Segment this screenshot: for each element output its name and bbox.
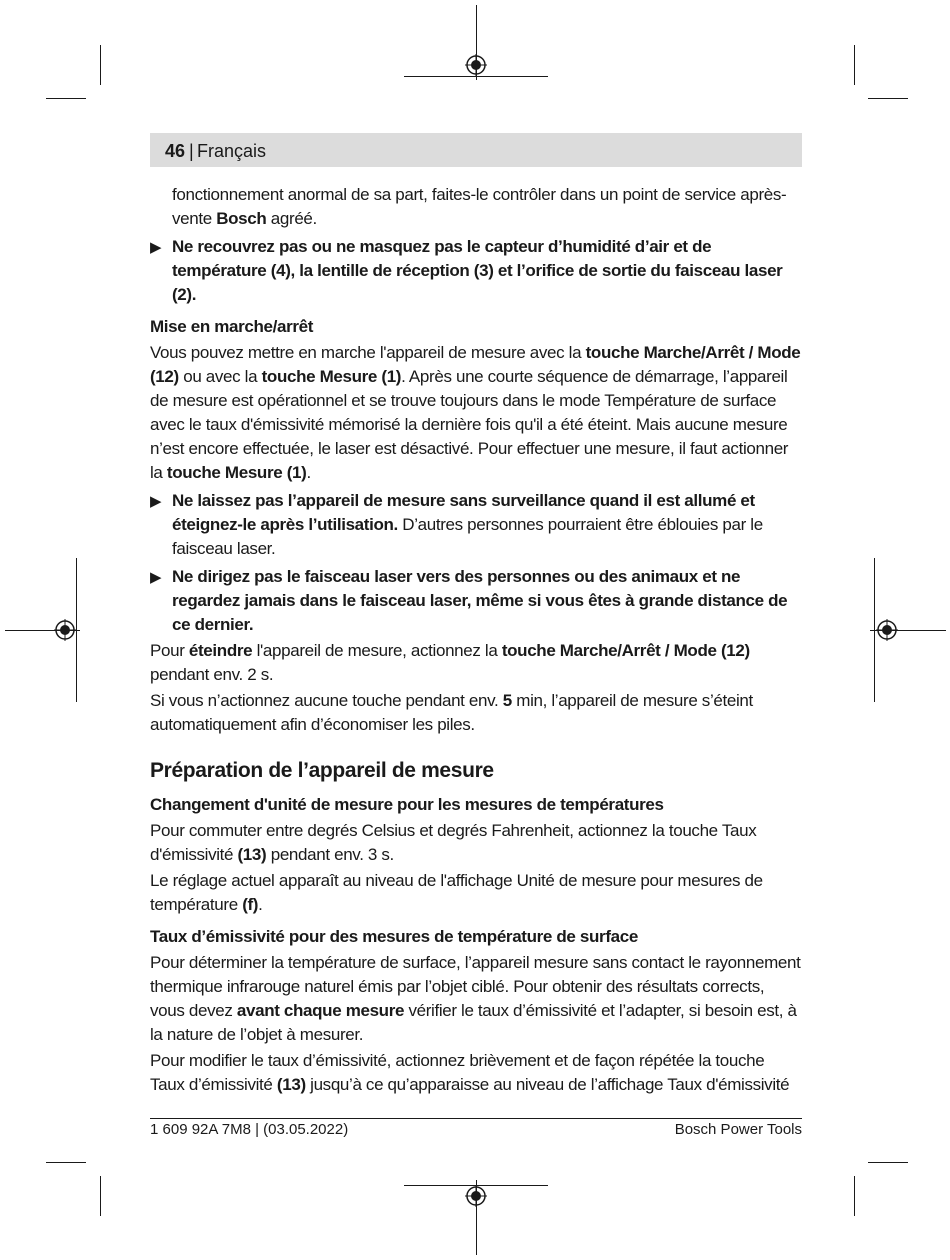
chapter-heading: Préparation de l’appareil de mesure (150, 759, 494, 782)
section-heading: Changement d'unité de mesure pour les mesures de températures (150, 795, 664, 814)
bullet-triangle-icon: ▶ (150, 493, 162, 510)
paragraph: Pour déterminer la température de surface, l’appareil mesure sans contact le rayonnement thermique infrarouge naturel émis par l’objet ciblé. Pour obtenir des résultats corrects, vous devez avant chaque mesure vérifier le taux d’émissivité et l’adapter, si besoin est, à la nature de l’objet à mesurer. (150, 953, 801, 1044)
header-language: Français (197, 141, 267, 161)
page-body (150, 183, 802, 1099)
crop-mark (46, 1162, 86, 1163)
crop-mark (100, 1176, 101, 1216)
crop-mark (868, 98, 908, 99)
crop-mark (100, 45, 101, 85)
bullet-triangle-icon: ▶ (150, 569, 162, 586)
crop-mark (854, 45, 855, 85)
paragraph: Pour modifier le taux d’émissivité, actionnez brièvement et de façon répétée la touche Taux d’émissivité (13) jusqu’à ce qu’apparaisse au niveau de l’affichage Taux d'émissivité (150, 1051, 790, 1094)
registration-target-icon (465, 54, 487, 76)
warning-bullet: ▶ Ne laissez pas l’appareil de mesure sans surveillance quand il est allumé et éteignez-le après l’utilisation. D’autres personnes pourraient être éblouies par le faisceau laser. (150, 491, 763, 558)
footer-brand: Bosch Power Tools (674, 1121, 802, 1138)
paragraph: Pour éteindre l'appareil de mesure, actionnez la touche Marche/Arrêt / Mode (12) pendant env. 2 s. (150, 641, 750, 684)
page-number: 46 (165, 141, 186, 161)
registration-target-icon (876, 619, 898, 641)
warning-bullet: ▶ Ne recouvrez pas ou ne masquez pas le capteur d’humidité d’air et de température (4), la lentille de réception (3) et l’orifice de sortie du faisceau laser (2). (150, 237, 783, 304)
crop-mark (46, 98, 86, 99)
paragraph: Le réglage actuel apparaît au niveau de l'affichage Unité de mesure pour mesures de température (f). (150, 871, 763, 914)
header-separator: | (189, 141, 194, 161)
crop-mark (854, 1176, 855, 1216)
paragraph: Pour commuter entre degrés Celsius et degrés Fahrenheit, actionnez la touche Taux d'émissivité (13) pendant env. 3 s. (150, 821, 757, 864)
paragraph-continuation: fonctionnement anormal de sa part, faites-le contrôler dans un point de service après-vente Bosch agréé. (172, 185, 787, 228)
bullet-triangle-icon: ▶ (150, 239, 162, 256)
registration-target-icon (465, 1185, 487, 1207)
footer-document-id: 1 609 92A 7M8 | (03.05.2022) (150, 1121, 349, 1138)
registration-target-icon (54, 619, 76, 641)
crop-mark (868, 1162, 908, 1163)
section-heading: Taux d’émissivité pour des mesures de température de surface (150, 927, 638, 946)
paragraph: Vous pouvez mettre en marche l'appareil de mesure avec la touche Marche/Arrêt / Mode (12) ou avec la touche Mesure (1). Après une courte séquence de démarrage, l’appareil de mesure est opérationnel et se trouve toujours dans le mode Température de surface avec le taux d'émissivité mémorisé la dernière fois qu'il a été éteint. Mais aucune mesure n’est encore effectuée, le laser est désactivé. Pour effectuer une mesure, il faut actionner la touche Mesure (1). (150, 343, 801, 482)
warning-bullet: ▶ Ne dirigez pas le faisceau laser vers des personnes ou des animaux et ne regardez jamais dans le faisceau laser, même si vous êtes à grande distance de ce dernier. (150, 567, 788, 634)
footer-rule (150, 1118, 802, 1119)
registration-line (404, 76, 548, 77)
section-heading: Mise en marche/arrêt (150, 317, 314, 336)
paragraph: Si vous n’actionnez aucune touche pendant env. 5 min, l’appareil de mesure s’éteint automatiquement afin d’économiser les piles. (150, 691, 753, 734)
